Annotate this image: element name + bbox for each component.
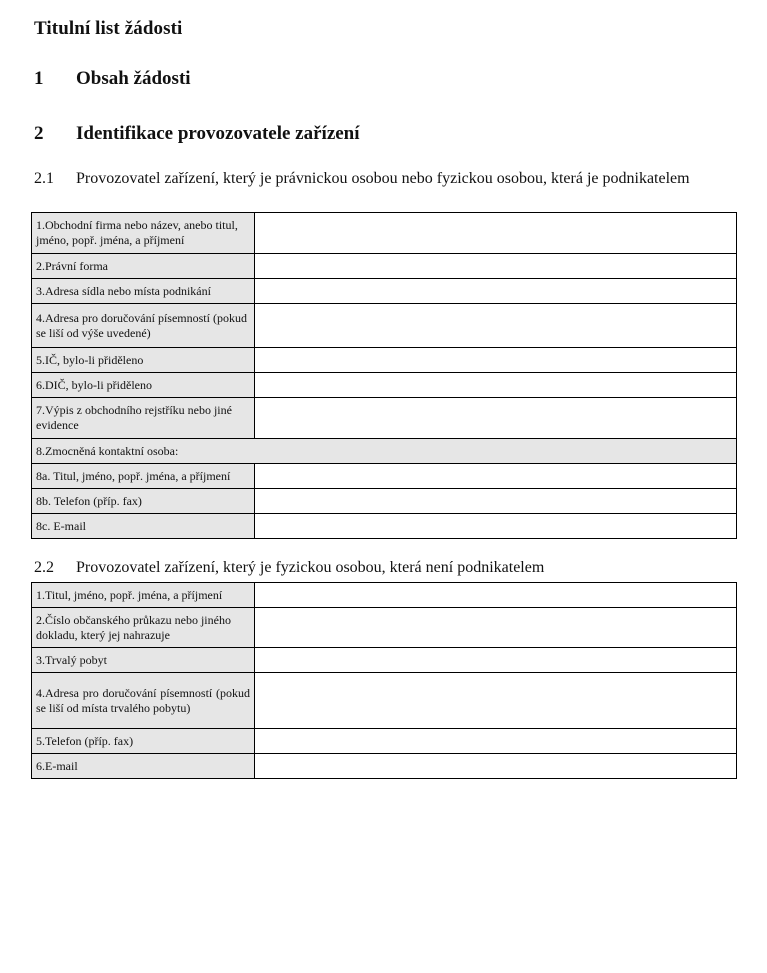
table-row bbox=[32, 514, 737, 539]
field-value-input[interactable] bbox=[255, 583, 737, 608]
field-label: 1.Titul, jméno, popř. jména, a příjmení bbox=[32, 583, 255, 608]
field-value-input[interactable] bbox=[255, 213, 737, 254]
table-row bbox=[32, 729, 737, 754]
field-label: 8b. Telefon (příp. fax) bbox=[32, 489, 255, 514]
section-title: Obsah žádosti bbox=[76, 68, 191, 89]
field-value-input[interactable] bbox=[255, 254, 737, 279]
field-label: 2.Právní forma bbox=[32, 254, 255, 279]
table-row bbox=[32, 754, 737, 779]
table-row bbox=[32, 583, 737, 608]
table-row bbox=[32, 648, 737, 673]
field-label: 6.DIČ, bylo-li přiděleno bbox=[32, 373, 255, 398]
field-label: 5.Telefon (příp. fax) bbox=[32, 729, 255, 754]
field-label: 2.Číslo občanského průkazu nebo jiného dokladu, který jej nahrazuje bbox=[32, 608, 255, 648]
subsection-number: 2.1 bbox=[34, 170, 54, 187]
natural-person-form-table bbox=[31, 582, 737, 779]
table-row bbox=[32, 398, 737, 439]
field-label: 1.Obchodní firma nebo název, anebo titul, jméno, popř. jména, a příjmení bbox=[32, 213, 255, 254]
field-label: 8c. E-mail bbox=[32, 514, 255, 539]
table-row bbox=[32, 279, 737, 304]
field-value-input[interactable] bbox=[255, 673, 737, 729]
field-label: 3.Adresa sídla nebo místa podnikání bbox=[32, 279, 255, 304]
table-row bbox=[32, 348, 737, 373]
contact-person-label: 8.Zmocněná kontaktní osoba: bbox=[32, 439, 737, 464]
field-value-input[interactable] bbox=[255, 608, 737, 648]
field-value-input[interactable] bbox=[255, 514, 737, 539]
table-row bbox=[32, 439, 737, 464]
field-value-input[interactable] bbox=[255, 754, 737, 779]
subsection-2-2-heading bbox=[34, 558, 694, 578]
table-row bbox=[32, 608, 737, 648]
field-value-input[interactable] bbox=[255, 398, 737, 439]
field-value-input[interactable] bbox=[255, 648, 737, 673]
table-row bbox=[32, 213, 737, 254]
subsection-number: 2.2 bbox=[34, 559, 54, 576]
table-row bbox=[32, 254, 737, 279]
subsection-title: Provozovatel zařízení, který je právnickou osobou nebo fyzickou osobou, která je podnikatelem bbox=[76, 170, 690, 187]
table-row bbox=[32, 489, 737, 514]
field-label: 3.Trvalý pobyt bbox=[32, 648, 255, 673]
subsection-title: Provozovatel zařízení, který je fyzickou osobou, která není podnikatelem bbox=[76, 559, 545, 576]
field-value-input[interactable] bbox=[255, 279, 737, 304]
field-value-input[interactable] bbox=[255, 464, 737, 489]
field-label: 5.IČ, bylo-li přiděleno bbox=[32, 348, 255, 373]
section-title: Identifikace provozovatele zařízení bbox=[76, 123, 360, 144]
table-row bbox=[32, 304, 737, 348]
table-row bbox=[32, 373, 737, 398]
section-number: 2 bbox=[34, 123, 44, 144]
field-value-input[interactable] bbox=[255, 304, 737, 348]
field-label: 8a. Titul, jméno, popř. jména, a příjmení bbox=[32, 464, 255, 489]
table-row bbox=[32, 673, 737, 729]
field-value-input[interactable] bbox=[255, 489, 737, 514]
field-label: 4.Adresa pro doručování písemností (pokud se liší od výše uvedené) bbox=[32, 304, 255, 348]
field-label: 7.Výpis z obchodního rejstříku nebo jiné evidence bbox=[32, 398, 255, 439]
field-value-input[interactable] bbox=[255, 729, 737, 754]
field-value-input[interactable] bbox=[255, 348, 737, 373]
field-label: 6.E-mail bbox=[32, 754, 255, 779]
subsection-2-1-heading bbox=[34, 169, 694, 189]
section-1-heading bbox=[34, 68, 191, 90]
field-label: 4.Adresa pro doručování písemností (pokud se liší od místa trvalého pobytu) bbox=[32, 673, 255, 729]
section-2-heading bbox=[34, 123, 360, 145]
table-row bbox=[32, 464, 737, 489]
section-number: 1 bbox=[34, 68, 44, 89]
legal-person-form-table bbox=[31, 212, 737, 539]
field-value-input[interactable] bbox=[255, 373, 737, 398]
page-title: Titulní list žádosti bbox=[34, 18, 183, 39]
